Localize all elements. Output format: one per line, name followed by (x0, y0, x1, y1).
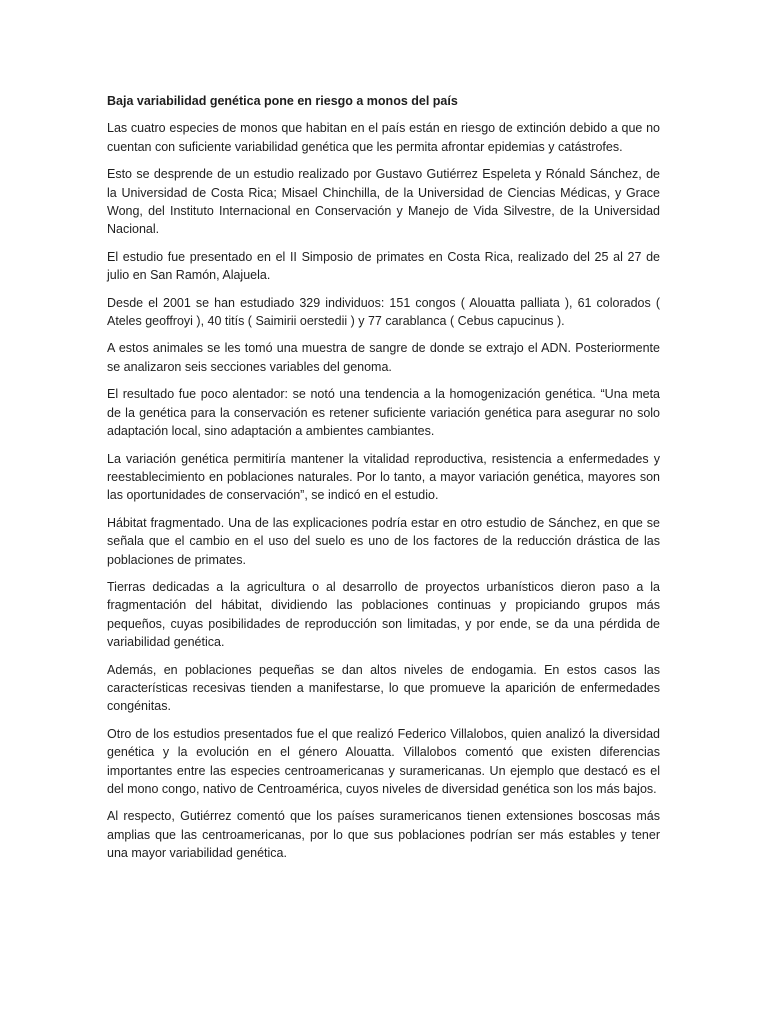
paragraph-6: El resultado fue poco alentador: se notó una tendencia a la homogenización genética. “Una meta de la genética para la conservación es retener suficiente variación genética para asegurar no solo adaptación local, sino adaptación a ambientes cambiantes. (107, 387, 660, 439)
document-page (107, 92, 660, 872)
paragraph-11: Otro de los estudios presentados fue el que realizó Federico Villalobos, quien analizó la diversidad genética y la evolución en el género Alouatta. Villalobos comentó que existen diferencias importantes entre las especies centroamericanas y suramericanas. Un ejemplo que destacó es el del mono congo, nativo de Centroamérica, cuyos niveles de diversidad genética son los más bajos. (107, 726, 660, 796)
paragraph-5: A estos animales se les tomó una muestra de sangre de donde se extrajo el ADN. Posteriormente se analizaron seis secciones variables del genoma. (107, 341, 660, 374)
paragraph-7: La variación genética permitiría mantener la vitalidad reproductiva, resistencia a enfermedades y reestablecimiento en poblaciones naturales. Por lo tanto, a mayor variación genética, mayores son las oportunidades de conservación”, se indicó en el estudio. (107, 451, 660, 503)
paragraph-9: Tierras dedicadas a la agricultura o al desarrollo de proyectos urbanísticos dieron paso a la fragmentación del hábitat, dividiendo las poblaciones continuas y propiciando grupos más pequeños, cuyas posibilidades de reproducción son limitadas, y por ende, se da una pérdida de variabilidad genética. (107, 579, 660, 650)
paragraph-10: Además, en poblaciones pequeñas se dan altos niveles de endogamia. En estos casos las características recesivas tienden a manifestarse, lo que promueve la aparición de enfermedades congénitas. (107, 662, 660, 714)
paragraph-8: Hábitat fragmentado. Una de las explicaciones podría estar en otro estudio de Sánchez, en que se señala que el cambio en el uso del suelo es uno de los factores de la reducción drástica de las poblaciones de primates. (107, 515, 660, 567)
paragraph-3: El estudio fue presentado en el II Simposio de primates en Costa Rica, realizado del 25 al 27 de julio en San Ramón, Alajuela. (107, 249, 660, 283)
paragraph-12: Al respecto, Gutiérrez comentó que los países suramericanos tienen extensiones boscosas más amplias que las centroamericanas, por lo que sus poblaciones podrían ser más estables y tener una mayor variabilidad genética. (107, 809, 660, 861)
paragraph-2: Esto se desprende de un estudio realizado por Gustavo Gutiérrez Espeleta y Rónald Sánchez, de la Universidad de Costa Rica; Misael Chinchilla, de la Universidad de Ciencias Médicas, y Grace Wong, del Instituto Internacional en Conservación y Manejo de Vida Silvestre, de la Universidad Nacional. (107, 167, 660, 237)
paragraph-4: Desde el 2001 se han estudiado 329 individuos: 151 congos ( Alouatta palliata ), 61 colorados ( Ateles geoffroyi ), 40 titís ( Saimirii oerstedii ) y 77 carablanca ( Cebus capucinus ). (107, 295, 660, 329)
paragraph-1: Las cuatro especies de monos que habitan en el país están en riesgo de extinción debido a que no cuentan con suficiente variabilidad genética que les permita afrontar epidemias y catástrofes. (107, 121, 660, 154)
document-title: Baja variabilidad genética pone en riesgo a monos del país (107, 94, 458, 108)
